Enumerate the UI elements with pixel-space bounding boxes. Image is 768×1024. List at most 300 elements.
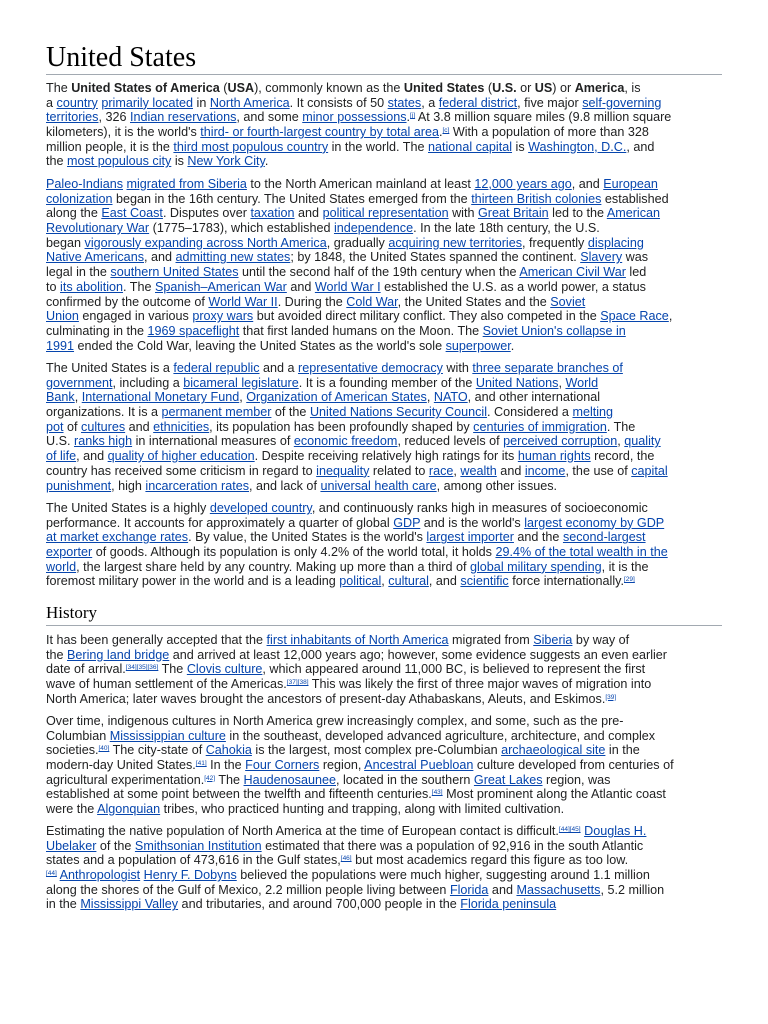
text-line: [46, 361, 726, 376]
intro-paragraph-2: [46, 177, 726, 353]
text-run: established: [601, 191, 669, 206]
wiki-link[interactable]: North America: [209, 95, 290, 110]
wiki-link[interactable]: United Nations Security Council: [309, 405, 488, 420]
text-run: and a: [259, 361, 299, 375]
wiki-link[interactable]: Organization of American States: [246, 390, 427, 405]
text-run: is: [171, 154, 188, 169]
wiki-link[interactable]: Mississippi Valley: [80, 897, 179, 912]
wiki-link[interactable]: migrated from Siberia: [126, 177, 247, 191]
wiki-link[interactable]: admitting new states: [175, 250, 291, 265]
text-run: , the largest share held by any country. Making up more than a third of: [76, 559, 470, 574]
text-run: migrated from: [448, 633, 534, 647]
citation-ref[interactable]: [559, 826, 581, 833]
wiki-link[interactable]: European: [603, 177, 658, 191]
wiki-link[interactable]: global military spending: [470, 559, 602, 574]
text-line: [46, 787, 726, 802]
text-line: [46, 81, 726, 96]
text-line: [46, 692, 726, 707]
wiki-link[interactable]: 1969 spaceflight: [147, 323, 240, 338]
text-run: culture developed from centuries of: [473, 758, 674, 773]
text-line: [46, 464, 726, 479]
wiki-link[interactable]: three separate branches of: [472, 361, 623, 375]
text-run: , the use of: [565, 463, 632, 478]
intro-paragraph-1: [46, 81, 726, 169]
text-run: led to the: [548, 206, 607, 221]
text-run: . It is a founding member of the: [298, 375, 476, 390]
text-run: of the: [271, 405, 310, 420]
wiki-link[interactable]: taxation: [250, 206, 295, 221]
wiki-link[interactable]: its abolition: [60, 279, 124, 294]
text-line: [46, 192, 726, 207]
history-paragraph-2: [46, 714, 726, 817]
text-run: The city-state of: [109, 743, 206, 758]
wiki-link[interactable]: archaeological site: [501, 743, 606, 758]
text-run: but avoided direct military conflict. They also competed in the: [253, 309, 601, 324]
text-run: ,: [426, 390, 434, 405]
text-run: and is the world's: [420, 515, 525, 530]
wiki-link[interactable]: capital: [631, 463, 668, 478]
wiki-link[interactable]: GDP: [393, 515, 421, 530]
text-run: ,: [74, 390, 82, 405]
text-run: a: [46, 95, 57, 110]
wiki-link[interactable]: thirteen British colonies: [471, 191, 602, 206]
text-run: and arrived at least 12,000 years ago; however, some evidence suggests an even earlier: [169, 647, 668, 662]
wiki-link[interactable]: permanent member: [161, 405, 272, 420]
text-run: .: [264, 154, 269, 169]
wiki-link[interactable]: 1991: [46, 338, 75, 353]
text-run: along the: [46, 206, 102, 221]
text-run: kilometers), it is the world's: [46, 125, 201, 140]
wiki-link[interactable]: displacing: [587, 235, 644, 250]
text-line: [46, 530, 726, 545]
wiki-link[interactable]: wealth: [460, 463, 497, 478]
wiki-link[interactable]: minor possessions: [302, 110, 407, 125]
wiki-link[interactable]: Bank: [46, 390, 75, 405]
wiki-link[interactable]: NATO: [433, 390, 468, 405]
wiki-link[interactable]: at market exchange rates: [46, 530, 189, 545]
wiki-link[interactable]: proxy wars: [192, 309, 254, 324]
wiki-link[interactable]: pot: [46, 419, 64, 434]
wiki-link[interactable]: New York City: [187, 154, 265, 169]
text-run: . The: [123, 279, 156, 294]
text-run: . During the: [277, 294, 347, 309]
text-run: ended the Cold War, leaving the United States as the world's sole: [74, 338, 446, 353]
text-line: [46, 390, 726, 405]
wiki-link[interactable]: Space Race: [600, 309, 669, 324]
text-run: , its population has been profoundly shaped by: [209, 419, 474, 434]
text-run: to: [46, 279, 61, 294]
text-run: ,: [617, 434, 625, 449]
text-run: performance. It accounts for approximately a quarter of global: [46, 515, 394, 530]
text-run: , which appeared around 11,000 BC, is believed to represent the first: [262, 662, 646, 677]
wiki-link[interactable]: third most populous country: [173, 139, 329, 154]
wiki-link[interactable]: country: [56, 95, 98, 110]
wiki-link[interactable]: cultural: [388, 574, 429, 589]
citation-ref[interactable]: [99, 745, 110, 752]
wiki-link[interactable]: acquiring new territories: [388, 235, 523, 250]
text-run: region,: [319, 758, 365, 773]
text-line: [46, 295, 726, 310]
citation-ref[interactable]: [196, 760, 207, 767]
wiki-link[interactable]: income: [524, 463, 566, 478]
wiki-link[interactable]: Ancestral Puebloan: [364, 758, 474, 773]
wiki-link[interactable]: exporter: [46, 545, 93, 560]
wiki-link[interactable]: Slavery: [580, 250, 623, 265]
text-line: [46, 206, 726, 221]
text-run: of the: [96, 838, 135, 853]
intro-paragraph-3: [46, 361, 726, 493]
citation-link[interactable]: [43]: [431, 789, 443, 797]
text-run: ), commonly known as the: [254, 81, 404, 95]
text-line: [46, 897, 726, 912]
wiki-link[interactable]: Ubelaker: [46, 838, 97, 853]
page-title: United States: [46, 42, 197, 73]
bold-term: United States: [403, 81, 485, 95]
text-run: was: [622, 250, 649, 265]
text-run: with: [442, 361, 473, 375]
text-run: , the United States and the: [397, 294, 551, 309]
wiki-link[interactable]: developed country: [209, 501, 312, 515]
text-run: , is: [624, 81, 641, 95]
text-run: , located in the southern: [335, 772, 474, 787]
text-run: were the: [46, 802, 98, 817]
text-run: in: [193, 95, 210, 110]
text-line: [46, 140, 726, 155]
text-line: [46, 560, 726, 575]
wiki-link[interactable]: quality of higher education: [107, 449, 255, 464]
text-line: [46, 309, 726, 324]
text-run: until the second half of the 19th century when the: [238, 265, 520, 280]
wiki-link[interactable]: melting: [572, 405, 614, 420]
wiki-link[interactable]: world: [46, 559, 77, 574]
wiki-link[interactable]: 12,000 years ago: [474, 177, 572, 191]
text-run: , and lack of: [249, 478, 321, 493]
text-line: [46, 574, 726, 589]
wiki-link[interactable]: political representation: [322, 206, 449, 221]
wiki-link[interactable]: Revolutionary War: [46, 221, 150, 236]
wiki-link[interactable]: primarily located: [101, 95, 194, 110]
text-run: by way of: [572, 633, 630, 647]
wiki-link[interactable]: first inhabitants of North America: [266, 633, 449, 647]
text-run: societies.: [46, 743, 99, 758]
text-run: modern-day United States.: [46, 758, 196, 773]
text-line: [46, 516, 726, 531]
wiki-link[interactable]: Mississippian culture: [109, 728, 226, 743]
text-run: and: [125, 419, 154, 434]
text-run: and: [294, 206, 323, 221]
text-line: [46, 420, 726, 435]
text-run: , and: [428, 574, 461, 589]
citation-link[interactable]: [42]: [204, 774, 216, 782]
wiki-link[interactable]: United Nations: [475, 375, 559, 390]
text-line: [46, 265, 726, 280]
wiki-link[interactable]: Douglas H.: [584, 824, 647, 838]
citation-link[interactable]: [c]: [442, 127, 450, 135]
text-run: ,: [239, 390, 247, 405]
text-line: [46, 339, 726, 354]
text-run: The: [215, 772, 244, 787]
text-run: , and: [144, 250, 176, 265]
wiki-link[interactable]: national capital: [428, 139, 513, 154]
text-line: [46, 177, 726, 192]
text-run: began: [46, 235, 85, 250]
wiki-link[interactable]: quality: [624, 434, 661, 449]
text-run: . In the late 18th century, the U.S.: [413, 221, 600, 236]
text-run: , a: [421, 95, 439, 110]
wiki-link[interactable]: Haudenosaunee: [243, 772, 336, 787]
text-run: region, was: [542, 772, 611, 787]
wiki-link[interactable]: largest importer: [426, 530, 514, 545]
bold-term: US: [534, 81, 553, 95]
wiki-link[interactable]: World: [565, 375, 599, 390]
text-run: , including a: [112, 375, 184, 390]
text-line: [46, 545, 726, 560]
text-line: [46, 280, 726, 295]
text-run: along the shores of the Gulf of Mexico, 2.2 million people living between: [46, 882, 450, 897]
wiki-link[interactable]: Algonquian: [97, 802, 161, 817]
text-run: is: [512, 139, 529, 154]
intro-paragraph-4: [46, 501, 726, 589]
wiki-link[interactable]: Smithsonian Institution: [134, 838, 262, 853]
text-run: in the: [605, 743, 640, 758]
wiki-link[interactable]: Great Britain: [477, 206, 549, 221]
text-run: , 326: [98, 110, 130, 125]
text-run: At 3.8 million square miles (9.8 million square: [415, 110, 672, 125]
text-run: the: [46, 154, 68, 169]
wiki-link[interactable]: Native Americans: [46, 250, 144, 265]
wiki-link[interactable]: Soviet Union's collapse in: [482, 323, 626, 338]
wiki-link[interactable]: scientific: [460, 574, 509, 589]
citation-link[interactable]: [37][38]: [286, 679, 309, 687]
text-run: states and a population of 473,616 in the Gulf states,: [46, 853, 341, 868]
wiki-link[interactable]: political: [339, 574, 382, 589]
text-run: , among other issues.: [436, 478, 558, 493]
wiki-link[interactable]: representative democracy: [298, 361, 443, 375]
wiki-link[interactable]: Bering land bridge: [67, 647, 170, 662]
citation-link[interactable]: [j]: [410, 112, 416, 120]
wiki-link[interactable]: of life: [46, 449, 77, 464]
wiki-link[interactable]: ethnicities: [153, 419, 210, 434]
text-run: the: [46, 647, 68, 662]
text-run: ; by 1848, the United States spanned the continent.: [290, 250, 581, 265]
text-run: , 5.2 million: [600, 882, 665, 897]
wiki-link[interactable]: Siberia: [533, 633, 573, 647]
text-run: . Disputes over: [162, 206, 251, 221]
citation-ref[interactable]: [432, 789, 443, 796]
text-line: [46, 449, 726, 464]
wiki-link[interactable]: self-governing: [582, 95, 662, 110]
text-line: [46, 677, 726, 692]
text-run: and: [286, 279, 315, 294]
text-run: Over time, indigenous cultures in North America grew increasingly complex, and some, such as the pre-: [46, 714, 624, 728]
wiki-link[interactable]: Paleo-Indians: [46, 177, 124, 191]
text-line: [46, 324, 726, 339]
bold-term: America: [574, 81, 625, 95]
citation-ref[interactable]: [126, 664, 159, 671]
text-line: [46, 662, 726, 677]
text-run: . Considered a: [487, 405, 573, 420]
wiki-link[interactable]: Cold War: [346, 294, 398, 309]
text-line: [46, 758, 726, 773]
text-run: ,: [668, 309, 673, 324]
text-line: [46, 376, 726, 391]
wiki-link[interactable]: federal republic: [173, 361, 260, 375]
text-run: In the: [206, 758, 246, 773]
text-line: [46, 221, 726, 236]
wiki-link[interactable]: 29.4% of the total wealth in the: [495, 545, 668, 560]
text-run: Columbian: [46, 728, 110, 743]
wiki-link[interactable]: Washington, D.C.: [528, 139, 627, 154]
wiki-link[interactable]: third- or fourth-largest country by total area: [200, 125, 439, 140]
text-line: [46, 154, 726, 169]
citation-ref[interactable]: [624, 576, 635, 583]
wiki-link[interactable]: bicameral legislature: [183, 375, 299, 390]
text-line: [46, 714, 726, 729]
wiki-link[interactable]: most populous city: [67, 154, 172, 169]
wiki-link[interactable]: World War II: [208, 294, 278, 309]
text-run: , and: [76, 449, 108, 464]
citation-ref[interactable]: [204, 775, 215, 782]
wiki-link[interactable]: territories: [46, 110, 99, 125]
text-run: force internationally.: [508, 574, 624, 589]
citation-link[interactable]: [44]: [46, 870, 57, 878]
text-run: (1775–1783), which established: [149, 221, 334, 236]
text-run: established at some point between the twelfth and fifteenth centuries.: [46, 787, 432, 802]
text-run: . By value, the United States is the world's: [188, 530, 427, 545]
text-run: culminating in the: [46, 323, 148, 338]
wiki-link[interactable]: states: [387, 95, 422, 110]
text-run: . Despite receiving relatively high ratings for its: [254, 449, 518, 464]
section-divider: [46, 625, 722, 626]
wiki-link[interactable]: Spanish–American War: [155, 279, 287, 294]
text-run: estimated that there was a population of 92,916 in the south Atlantic: [261, 838, 644, 853]
text-run: ,: [558, 375, 566, 390]
text-run: . It consists of 50: [289, 95, 388, 110]
wiki-link[interactable]: colonization: [46, 191, 113, 206]
text-run: wave of human settlement of the Americas.: [46, 677, 287, 692]
section-heading-history: History: [46, 603, 97, 622]
text-run: in the world. The: [328, 139, 428, 154]
wiki-link[interactable]: universal health care: [320, 478, 437, 493]
wiki-link[interactable]: International Monetary Fund: [81, 390, 240, 405]
wiki-link[interactable]: Soviet: [550, 294, 586, 309]
text-run: confirmed by the outcome of: [46, 294, 209, 309]
history-paragraph-3: [46, 824, 726, 912]
text-run: million people, it is the: [46, 139, 174, 154]
bold-term: USA: [227, 81, 255, 95]
citation-link[interactable]: [39]: [605, 693, 617, 701]
wiki-link[interactable]: Anthropologist: [59, 868, 141, 883]
text-line: [46, 479, 726, 494]
text-line: [46, 883, 726, 898]
wiki-link[interactable]: superpower: [445, 338, 511, 353]
wiki-link[interactable]: Cahokia: [205, 743, 252, 758]
text-run: Estimating the native population of North America at the time of European contact is difficult.: [46, 824, 559, 838]
wiki-link[interactable]: Henry F. Dobyns: [143, 868, 237, 883]
wiki-link[interactable]: human rights: [517, 449, 591, 464]
wiki-link[interactable]: independence: [333, 221, 414, 236]
wiki-link[interactable]: ranks high: [74, 434, 133, 449]
citation-link[interactable]: [34][35][36]: [125, 664, 159, 672]
citation-ref[interactable]: [605, 694, 616, 701]
text-run: and: [496, 463, 525, 478]
text-line: [46, 501, 726, 516]
citation-link[interactable]: [40]: [98, 745, 110, 753]
wiki-link[interactable]: East Coast: [101, 206, 163, 221]
wiki-link[interactable]: punishment: [46, 478, 112, 493]
wiki-link[interactable]: southern United States: [110, 265, 239, 280]
wiki-link[interactable]: Four Corners: [245, 758, 320, 773]
citation-link[interactable]: [29]: [624, 576, 635, 584]
text-run: and tributaries, and around 700,000 people in the: [178, 897, 461, 912]
wiki-link[interactable]: race: [428, 463, 454, 478]
text-run: .: [510, 338, 515, 353]
wiki-link[interactable]: perceived corruption: [503, 434, 618, 449]
text-run: in the: [46, 897, 81, 912]
wiki-link[interactable]: federal district: [438, 95, 518, 110]
text-run: . The: [606, 419, 636, 434]
text-line: [46, 434, 726, 449]
text-run: began in the 16th century. The United States emerged from the: [112, 191, 472, 206]
wiki-link[interactable]: government: [46, 375, 113, 390]
wiki-link[interactable]: second-largest: [562, 530, 646, 545]
text-run: record, the: [590, 449, 655, 464]
text-run: .: [406, 110, 411, 125]
wiki-link[interactable]: incarceration rates: [145, 478, 250, 493]
text-run: engaged in various: [78, 309, 193, 324]
text-run: ) or: [552, 81, 575, 95]
text-line: [46, 743, 726, 758]
text-line: [46, 648, 726, 663]
text-run: With a population of more than 328: [449, 125, 649, 140]
citation-ref[interactable]: [341, 855, 352, 862]
text-run: ,: [453, 463, 461, 478]
wiki-link[interactable]: centuries of immigration: [473, 419, 607, 434]
citation-ref[interactable]: [46, 870, 57, 877]
wiki-link[interactable]: Florida: [449, 882, 489, 897]
text-run: The: [46, 81, 72, 95]
wiki-link[interactable]: Florida peninsula: [460, 897, 557, 912]
wiki-link[interactable]: American: [606, 206, 661, 221]
wiki-link[interactable]: Clovis culture: [186, 662, 263, 677]
wiki-link[interactable]: economic freedom: [293, 434, 398, 449]
wiki-link[interactable]: Great Lakes: [473, 772, 543, 787]
text-run: and: [488, 882, 517, 897]
text-run: North America; later waves brought the ancestors of present-day Athabaskans, Aleuts, and Eskimos.: [46, 691, 606, 706]
wiki-link[interactable]: inequality: [316, 463, 370, 478]
text-run: , five major: [517, 95, 583, 110]
text-run: established the U.S. as a world power, a status: [380, 279, 646, 294]
text-run: , and other international: [467, 390, 600, 405]
citation-link[interactable]: [46]: [340, 855, 352, 863]
wiki-link[interactable]: vigorously expanding across North America: [84, 235, 327, 250]
citation-ref[interactable]: [287, 679, 309, 686]
wiki-link[interactable]: largest economy by GDP: [524, 515, 665, 530]
wiki-link[interactable]: Massachusetts: [516, 882, 601, 897]
wiki-link[interactable]: American Civil War: [519, 265, 626, 280]
text-run: tribes, who practiced hunting and trapping, along with limited cultivation.: [160, 802, 565, 817]
wiki-link[interactable]: World War I: [314, 279, 381, 294]
wiki-link[interactable]: cultures: [81, 419, 126, 434]
text-line: [46, 824, 726, 839]
citation-link[interactable]: [44][45]: [558, 826, 581, 833]
wiki-link[interactable]: Union: [46, 309, 79, 324]
citation-link[interactable]: [41]: [195, 760, 207, 768]
wiki-link[interactable]: Indian reservations: [130, 110, 237, 125]
text-run: U.S.: [46, 434, 74, 449]
text-line: [46, 839, 726, 854]
text-run: in the southeast, developed advanced agriculture, architecture, and complex: [225, 728, 656, 743]
